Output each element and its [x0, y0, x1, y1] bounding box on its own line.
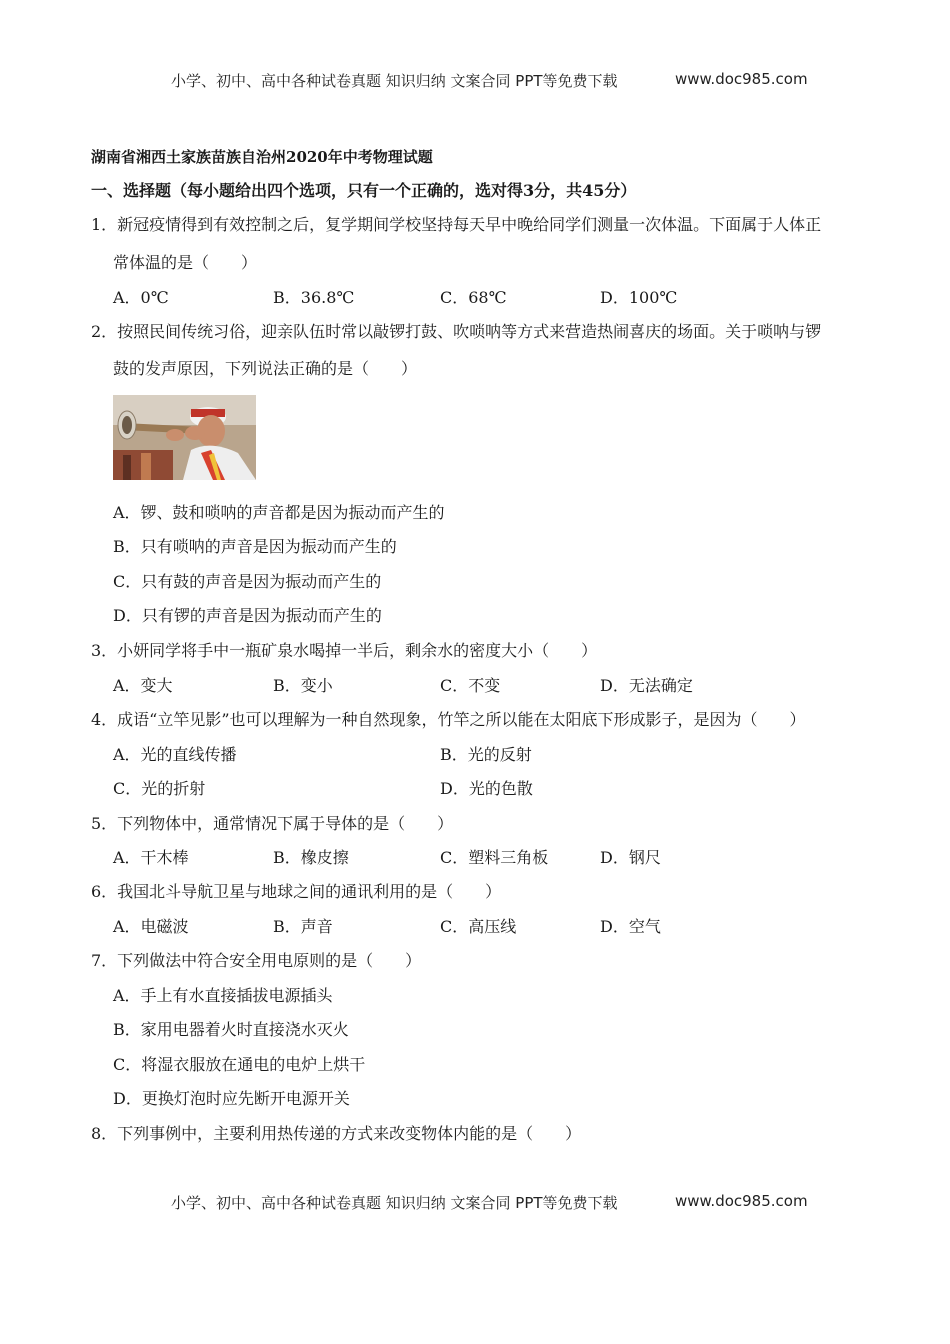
question-2-option-d: D．只有锣的声音是因为振动而产生的 — [113, 606, 382, 625]
question-5-option-c: C．塑料三角板 — [440, 848, 549, 867]
question-6-stem: 6．我国北斗导航卫星与地球之间的通讯利用的是（ ） — [91, 882, 502, 901]
question-4-option-d: D．光的色散 — [440, 779, 533, 798]
question-7-option-c: C．将湿衣服放在通电的电炉上烘干 — [113, 1055, 366, 1074]
question-4-option-b: B．光的反射 — [440, 745, 532, 764]
question-3-option-b: B．变小 — [273, 676, 333, 695]
question-6-option-a: A．电磁波 — [113, 917, 189, 936]
question-7-stem: 7．下列做法中符合安全用电原则的是（ ） — [91, 951, 422, 970]
question-3-option-a: A．变大 — [113, 676, 173, 695]
header-url[interactable]: www.doc985.com — [675, 70, 808, 88]
question-3-option-d: D．无法确定 — [600, 676, 693, 695]
question-5-option-d: D．钢尺 — [600, 848, 661, 867]
question-7-option-a: A．手上有水直接插拔电源插头 — [113, 986, 333, 1005]
question-6-option-b: B．声音 — [273, 917, 333, 936]
exam-title: 湖南省湘西土家族苗族自治州2020年中考物理试题 — [91, 148, 433, 166]
question-2-stem-line1: 2．按照民间传统习俗，迎亲队伍时常以敲锣打鼓、吹唢呐等方式来营造热闹喜庆的场面。关于唢呐与锣 — [91, 322, 822, 341]
question-2-option-b: B．只有唢呐的声音是因为振动而产生的 — [113, 537, 397, 556]
question-7-option-d: D．更换灯泡时应先断开电源开关 — [113, 1089, 350, 1108]
question-2-option-c: C．只有鼓的声音是因为振动而产生的 — [113, 572, 382, 591]
question-1-option-d: D．100℃ — [600, 288, 678, 307]
question-1-stem-line1: 1．新冠疫情得到有效控制之后，复学期间学校坚持每天早中晚给同学们测量一次体温。下面属于人体正 — [91, 215, 822, 234]
footer-url[interactable]: www.doc985.com — [675, 1192, 808, 1210]
question-2-option-a: A．锣、鼓和唢呐的声音都是因为振动而产生的 — [113, 503, 445, 522]
question-7-option-b: B．家用电器着火时直接浇水灭火 — [113, 1020, 349, 1039]
section-heading: 一、选择题（每小题给出四个选项，只有一个正确的，选对得3分，共45分） — [91, 181, 637, 200]
question-4-option-a: A．光的直线传播 — [113, 745, 237, 764]
question-5-stem: 5．下列物体中，通常情况下属于导体的是（ ） — [91, 814, 454, 833]
page-footer — [0, 1192, 950, 1212]
question-5-option-a: A．干木棒 — [113, 848, 189, 867]
question-3-stem: 3．小妍同学将手中一瓶矿泉水喝掉一半后，剩余水的密度大小（ ） — [91, 641, 598, 660]
question-3-option-c: C．不变 — [440, 676, 501, 695]
question-1-stem-line2: 常体温的是（ ） — [113, 253, 258, 272]
page-header — [0, 70, 950, 90]
question-2-stem-line2: 鼓的发声原因，下列说法正确的是（ ） — [113, 359, 418, 378]
question-6-option-c: C．高压线 — [440, 917, 517, 936]
question-1-option-c: C．68℃ — [440, 288, 507, 307]
question-8-stem: 8．下列事例中，主要利用热传递的方式来改变物体内能的是（ ） — [91, 1124, 582, 1143]
question-5-option-b: B．橡皮擦 — [273, 848, 349, 867]
question-4-option-c: C．光的折射 — [113, 779, 206, 798]
footer-text: 小学、初中、高中各种试卷真题 知识归纳 文案合同 PPT等免费下载 — [171, 1194, 618, 1212]
question-1-option-a: A．0℃ — [113, 288, 169, 307]
suona-player-photo — [113, 395, 256, 480]
header-text: 小学、初中、高中各种试卷真题 知识归纳 文案合同 PPT等免费下载 — [171, 72, 618, 90]
question-4-stem: 4．成语“立竿见影”也可以理解为一种自然现象，竹竿之所以能在太阳底下形成影子，是因为（ ） — [91, 710, 806, 729]
question-1-option-b: B．36.8℃ — [273, 288, 355, 307]
question-6-option-d: D．空气 — [600, 917, 661, 936]
